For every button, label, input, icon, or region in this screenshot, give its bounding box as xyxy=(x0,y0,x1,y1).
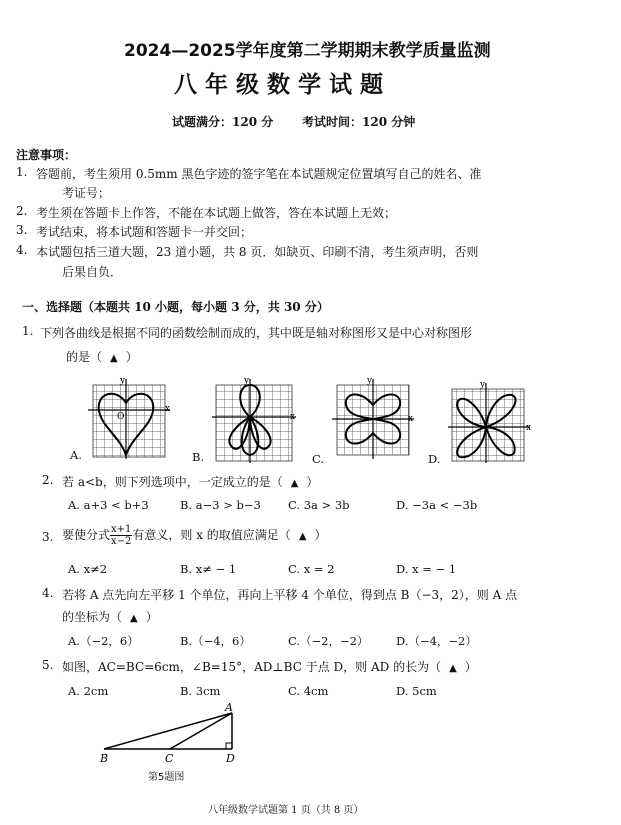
q1-graphs xyxy=(0,375,621,465)
q2-text-prefix: 若 a<b，则下列选项中，一定成立的是（ xyxy=(62,475,283,489)
q1-text: 下列各曲线是根据不同的函数绘制而成的，其中既是轴对称图形又是中心对称图形 xyxy=(40,326,473,340)
point-b-label: B xyxy=(100,752,109,765)
q3-text xyxy=(62,524,327,547)
graph-a-heart xyxy=(88,376,170,459)
q2-option-a: A. a+3 < b+3 xyxy=(68,498,149,512)
notice-num-1: 1. xyxy=(16,165,28,179)
q5-option-c: C. 4cm xyxy=(288,684,329,698)
q3-fraction-numerator: x+1 xyxy=(111,524,132,535)
q3-text-prefix: 要使分式 xyxy=(62,528,111,542)
graph-d-y-label: y xyxy=(480,380,486,390)
q4-option-b: B.（−4，6） xyxy=(180,634,251,648)
full-score: 试题满分：120 分 xyxy=(172,115,274,129)
graph-b-y-label: y xyxy=(244,376,250,386)
q5-option-b: B. 3cm xyxy=(180,684,221,698)
q4-text-suffix: ） xyxy=(145,610,158,624)
answer-blank-triangle: ▲ xyxy=(449,663,457,674)
notice-num-4: 4. xyxy=(16,243,28,257)
q3-number: 3. xyxy=(42,530,54,544)
q1-option-c: C. xyxy=(312,452,325,466)
q5-text xyxy=(62,658,477,675)
q1-option-a: A. xyxy=(70,448,82,462)
q4-option-c: C.（−2，−2） xyxy=(288,634,369,648)
q3-option-d: D. x = − 1 xyxy=(396,562,457,576)
q1-number: 1. xyxy=(22,324,34,338)
answer-blank-triangle: ▲ xyxy=(110,353,118,364)
q3-text-middle: 有意义，则 x 的取值应满足（ xyxy=(132,528,291,542)
graph-a-x-label: x xyxy=(165,404,171,414)
graph-c-y-label: y xyxy=(367,376,373,386)
graph-b-flower xyxy=(212,376,296,463)
q1-text-cont xyxy=(66,348,138,365)
q1-text-prefix: 的是（ xyxy=(66,350,103,364)
q2-number: 2. xyxy=(42,473,54,487)
answer-blank-triangle: ▲ xyxy=(130,613,138,624)
q5-option-a: A. 2cm xyxy=(68,684,109,698)
q3-fraction xyxy=(110,524,132,547)
notice-item-3: 考试结束，将本试题和答题卡一并交回； xyxy=(36,225,253,239)
notice-item-4-cont: 后果自负． xyxy=(62,265,123,279)
q2-option-c: C. 3a > 3b xyxy=(288,498,350,512)
q4-option-a: A.（−2，6） xyxy=(68,634,139,648)
q4-text-cont xyxy=(62,608,158,625)
q4-option-d: D.（−4，−2） xyxy=(396,634,477,648)
graph-d-petals xyxy=(448,380,531,463)
exam-header-line: 2024—2025学年度第二学期期末教学质量监测 xyxy=(124,41,491,61)
point-a-label: A xyxy=(225,701,233,714)
section-heading: 一、选择题（本题共 10 小题，每小题 3 分，共 30 分） xyxy=(22,300,329,314)
graph-c-quatrefoil xyxy=(332,376,414,459)
q3-text-suffix: ） xyxy=(314,528,327,542)
point-d-label: D xyxy=(226,752,235,765)
q2-option-d: D. −3a < −3b xyxy=(396,498,478,512)
q5-text-suffix: ） xyxy=(464,660,477,674)
notice-item-2: 考生须在答题卡上作答，不能在本试题上做答，答在本试题上无效； xyxy=(36,206,397,220)
exam-time: 考试时间：120 分钟 xyxy=(302,115,416,129)
graph-a-origin-label: O xyxy=(117,412,125,422)
q4-number: 4. xyxy=(42,586,54,600)
graph-b-x-label: x xyxy=(290,412,296,422)
q4-text: 若将 A 点先向左平移 1 个单位，再向上平移 4 个单位，得到点 B（−3，2），则 A 点 xyxy=(62,588,518,602)
q5-triangle-figure xyxy=(0,700,621,770)
notice-item-1-cont: 考证号； xyxy=(62,186,111,200)
notice-num-3: 3. xyxy=(16,223,28,237)
answer-blank-triangle: ▲ xyxy=(290,478,299,489)
page-footer: 八年级数学试题第 1 页（共 8 页） xyxy=(208,805,364,816)
q3-option-a: A. x≠2 xyxy=(68,562,108,576)
graph-d-x-label: x xyxy=(526,423,532,433)
q5-figure-caption: 第5题图 xyxy=(148,772,185,783)
graph-c-x-label: x xyxy=(408,414,414,424)
q1-text-suffix: ） xyxy=(125,350,138,364)
q4-text-prefix: 的坐标为（ xyxy=(62,610,123,624)
q2-text-suffix: ） xyxy=(306,475,319,489)
notice-item-4: 本试题包括三道大题，23 道小题，共 8 页．如缺页、印刷不清，考生须声明，否则 xyxy=(36,245,479,259)
answer-blank-triangle: ▲ xyxy=(298,531,307,542)
q5-option-d: D. 5cm xyxy=(396,684,437,698)
q3-fraction-denominator: x−2 xyxy=(111,536,132,547)
q5-text-prefix: 如图，AC=BC=6cm，∠B=15°，AD⊥BC 于点 D，则 AD 的长为（ xyxy=(62,660,442,674)
notice-heading: 注意事项： xyxy=(16,148,77,162)
q2-option-b: B. a−3 > b−3 xyxy=(180,498,261,512)
q3-option-c: C. x = 2 xyxy=(288,562,335,576)
q5-number: 5. xyxy=(42,658,54,672)
exam-title: 八年级数学试题 xyxy=(174,72,391,98)
q1-option-d: D. xyxy=(428,452,441,466)
notice-num-2: 2. xyxy=(16,204,28,218)
graph-a-y-label: y xyxy=(120,376,126,386)
q1-option-b: B. xyxy=(192,450,205,464)
notice-item-1: 答题前，考生须用 0.5mm 黑色字迹的签字笔在本试题规定位置填写自己的姓名、准 xyxy=(36,167,482,181)
q3-option-b: B. x≠ − 1 xyxy=(180,562,237,576)
point-c-label: C xyxy=(165,752,174,765)
q2-text xyxy=(62,473,318,490)
